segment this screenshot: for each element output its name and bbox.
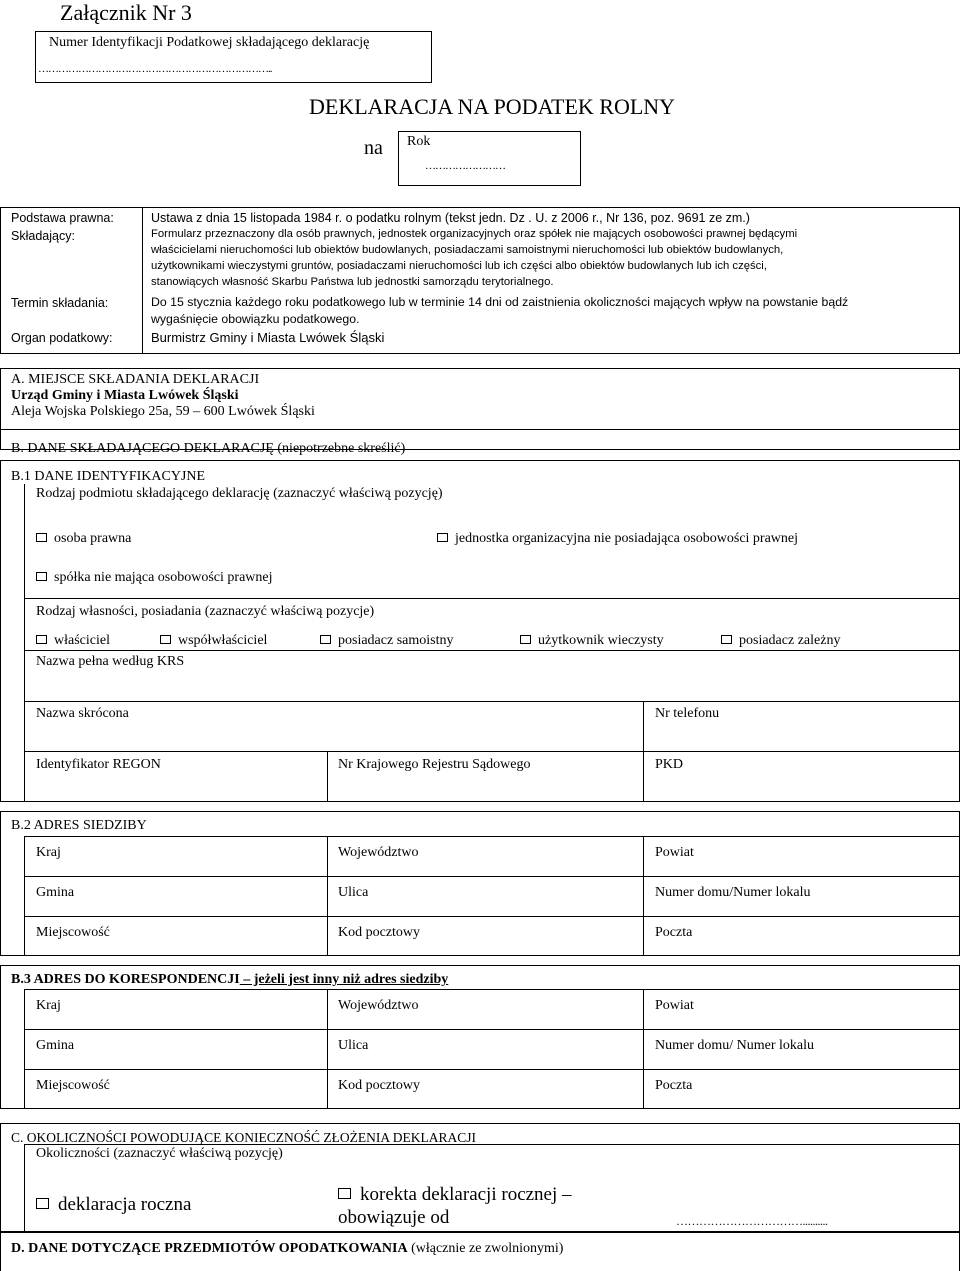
short-name-field[interactable]: Nazwa skrócona <box>36 706 129 721</box>
office-name: Urząd Gminy i Miasta Lwówek Śląski <box>11 388 239 403</box>
office-address: Aleja Wojska Polskiego 25a, 59 – 600 Lwówek Śląski <box>11 404 315 419</box>
b3-city-field[interactable]: Miejscowość <box>36 1078 110 1093</box>
option-owner[interactable]: właściciel <box>36 633 110 649</box>
b3-county-field[interactable]: Powiat <box>655 998 694 1013</box>
b3-post-field[interactable]: Poczta <box>655 1078 693 1093</box>
nip-field[interactable]: …………………………………………………………….. <box>38 63 272 75</box>
section-d-title: D. DANE DOTYCZĄCE PRZEDMIOTÓW OPODATKOWANIA (włącznie ze zwolnionymi) <box>11 1241 564 1256</box>
option-legal-person[interactable]: osoba prawna <box>36 531 131 547</box>
b2-country-field[interactable]: Kraj <box>36 845 61 860</box>
year-field[interactable]: …………………… <box>425 160 505 172</box>
b2-title: B.2 ADRES SIEDZIBY <box>11 818 147 833</box>
regon-field[interactable]: Identyfikator REGON <box>36 757 161 772</box>
b3-country-field[interactable]: Kraj <box>36 998 61 1013</box>
b2-street-field[interactable]: Ulica <box>338 885 369 900</box>
section-c-title: C. OKOLICZNOŚCI POWODUJĄCE KONIECZNOŚĆ ZŁOŻENIA DEKLARACJI <box>11 1130 476 1145</box>
checkbox-icon[interactable] <box>36 533 47 542</box>
checkbox-icon[interactable] <box>320 635 331 644</box>
b3-postcode-field[interactable]: Kod pocztowy <box>338 1078 421 1093</box>
b2-postcode-field[interactable]: Kod pocztowy <box>338 925 421 940</box>
section-c-label: Okoliczności (zaznaczyć właściwą pozycję) <box>36 1146 283 1161</box>
entity-type-label: Rodzaj podmiotu składającego deklarację (zaznaczyć właściwą pozycję) <box>36 486 443 501</box>
b3-title: B.3 ADRES DO KORESPONDENCJI – jeżeli jest inny niż adres siedziby <box>11 972 449 987</box>
b2-commune-field[interactable]: Gmina <box>36 885 75 900</box>
option-company[interactable]: spółka nie mająca osobowości prawnej <box>36 570 273 586</box>
effective-date-field[interactable]: …………………………….......... <box>676 1214 828 1228</box>
info-divider <box>142 207 143 354</box>
phone-field[interactable]: Nr telefonu <box>655 706 720 721</box>
checkbox-icon[interactable] <box>36 572 47 581</box>
option-correction[interactable]: korekta deklaracji rocznej – obowiązuje od <box>338 1184 572 1228</box>
checkbox-icon[interactable] <box>338 1188 351 1199</box>
checkbox-icon[interactable] <box>36 1198 49 1209</box>
authority-value: Burmistrz Gminy i Miasta Lwówek Śląski <box>151 330 385 345</box>
submitter-text: Formularz przeznaczony dla osób prawnych, jednostek organizacyjnych oraz spółek nie mających osobowości prawnej będącymi właścicielami nieruchomości lub obiektów budowlanych, posiadaczami samoistnymi nieruchomości lub obiektów budowlanych, użytkownikami wieczystymi gruntów, posiadaczami nieruchomości lub ich części albo obiektów budowlanych lub ich części, stanowiących własność Skarbu Państwa lub jednostki samorządu terytorialnego. <box>151 228 798 288</box>
checkbox-icon[interactable] <box>721 635 732 644</box>
b3-commune-field[interactable]: Gmina <box>36 1038 75 1053</box>
full-name-field[interactable]: Nazwa pełna według KRS <box>36 654 185 669</box>
na-label: na <box>364 137 383 159</box>
option-dependent-possessor[interactable]: posiadacz zależny <box>721 633 840 649</box>
annex-label: Załącznik Nr 3 <box>60 0 192 25</box>
checkbox-icon[interactable] <box>160 635 171 644</box>
section-a-title: A. MIEJSCE SKŁADANIA DEKLARACJI <box>11 372 260 387</box>
nip-label: Numer Identyfikacji Podatkowej składającego deklarację <box>49 35 370 50</box>
section-b-title: B. DANE SKŁADAJĄCEGO DEKLARACJĘ (niepotrzebne skreślić) <box>11 441 406 456</box>
submitter-label: Składający: <box>11 229 75 243</box>
b1-title: B.1 DANE IDENTYFIKACYJNE <box>11 469 206 484</box>
year-label: Rok <box>407 134 431 149</box>
option-org-unit[interactable]: jednostka organizacyjna nie posiadająca osobowości prawnej <box>437 531 798 547</box>
checkbox-icon[interactable] <box>437 533 448 542</box>
pkd-field[interactable]: PKD <box>655 757 684 772</box>
deadline-label: Termin składania: <box>11 296 109 310</box>
legal-basis-label: Podstawa prawna: <box>11 211 114 225</box>
ownership-label: Rodzaj własności, posiadania (zaznaczyć właściwą pozycje) <box>36 604 375 619</box>
checkbox-icon[interactable] <box>36 635 47 644</box>
checkbox-icon[interactable] <box>520 635 531 644</box>
b2-house-field[interactable]: Numer domu/Numer lokalu <box>655 885 811 900</box>
b3-street-field[interactable]: Ulica <box>338 1038 369 1053</box>
b2-city-field[interactable]: Miejscowość <box>36 925 110 940</box>
b3-house-field[interactable]: Numer domu/ Numer lokalu <box>655 1038 815 1053</box>
b3-voivodeship-field[interactable]: Województwo <box>338 998 419 1013</box>
option-possessor[interactable]: posiadacz samoistny <box>320 633 453 649</box>
b2-county-field[interactable]: Powiat <box>655 845 694 860</box>
option-perpetual-user[interactable]: użytkownik wieczysty <box>520 633 664 649</box>
legal-basis-value: Ustawa z dnia 15 listopada 1984 r. o podatku rolnym (tekst jedn. Dz . U. z 2006 r., Nr 136, poz. 9691 ze zm.) <box>151 211 750 225</box>
krs-field[interactable]: Nr Krajowego Rejestru Sądowego <box>338 757 531 772</box>
authority-label: Organ podatkowy: <box>11 331 113 345</box>
b2-post-field[interactable]: Poczta <box>655 925 693 940</box>
page-title: DEKLARACJA NA PODATEK ROLNY <box>309 94 676 119</box>
option-annual-declaration[interactable]: deklaracja roczna <box>36 1194 191 1216</box>
option-coowner[interactable]: współwłaściciel <box>160 633 267 649</box>
deadline-text: Do 15 stycznia każdego roku podatkowego lub w terminie 14 dni od zaistnienia okoliczności mających wpływ na powstanie bądź wygaśnięcie obowiązku podatkowego. <box>151 295 849 326</box>
b2-voivodeship-field[interactable]: Województwo <box>338 845 419 860</box>
